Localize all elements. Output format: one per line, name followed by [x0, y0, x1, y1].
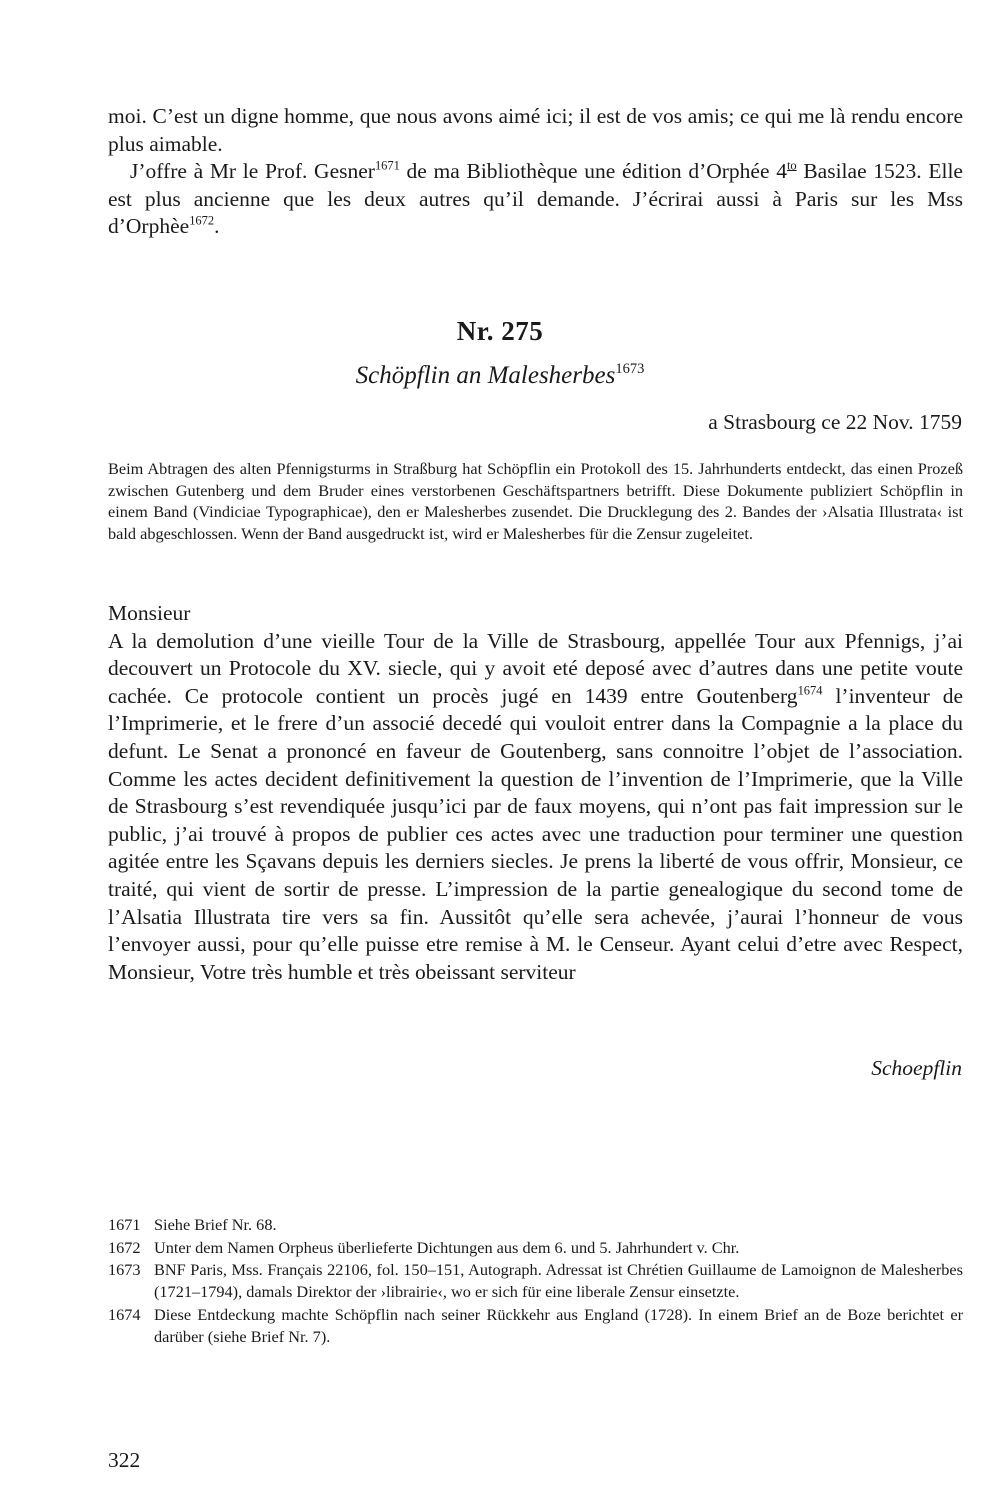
salutation: Monsieur	[108, 601, 191, 625]
footnote-number: 1673	[108, 1260, 141, 1280]
page-number: 322	[108, 1448, 141, 1472]
editorial-summary: Beim Abtragen des alten Pfennigsturms in Straßburg hat Schöpflin ein Protokoll des 15. Jahrhunderts entdeckt, das einen Prozeß zwischen Gutenberg und dem Bruder eines verstorbenen Geschäftspartners betrifft. Diese Dokumente publiziert Schöpflin in einem Band (Vindiciae Typographicae), den er Malesherbes zusendet. Die Drucklegung des 2. Bandes der ›Alsatia Illustrata‹ ist bald abgeschlossen. Wenn der Band ausgedruckt ist, wird er Malesherbes für die Zensur zugeleitet.	[108, 459, 963, 544]
text-run: l’inventeur de l’Imprimerie, et le frere d’un associé decedé qui vouloit entrer dans la Compagnie a la place du defunt. Le Senat a prononcé en faveur de Goutenberg, sans connoitre l’objet de l’association. Comme les actes decident definitivement la question de l’invention de l’Imprimerie, que la Ville de Strasbourg s’est revendiquée jusqu’ici par de faux moyens, qui n’ont pas fait impression sur le public, j’ai trouvé à propos de publier ces actes avec une traduction pour terminer une question agitée entre les Sçavans depuis les derniers siecles. Je prens la liberté de vous offrir, Monsieur, ce traité, qui vient de sortir de presse. L’impression de la partie genealogique du second tome de l’Alsatia Illustrata tire vers sa fin. Aussitôt qu’elle sera achevée, j’aurai l’honneur de vous l’envoyer aussi, pour qu’elle puisse etre remise à M. le Censeur. Ayant celui d’etre avec Respect, Monsieur, Votre très humble et très obeissant serviteur	[108, 683, 963, 984]
footnote-text: Unter dem Namen Orpheus überlieferte Dichtungen aus dem 6. und 5. Jahrhundert v. Chr.	[154, 1237, 740, 1257]
letter-title-text: Schöpflin an Malesherbes	[355, 362, 616, 389]
footnote	[108, 1237, 963, 1259]
letter-body	[108, 600, 963, 986]
footnote-text: Siehe Brief Nr. 68.	[154, 1215, 277, 1234]
dateline: a Strasbourg ce 22 Nov. 1759	[708, 410, 962, 434]
text-run: J’offre à Mr le Prof. Gesner	[130, 159, 375, 184]
text-run: de ma Bibliothèque une édition d’Orphée 4	[399, 159, 787, 184]
footnote	[108, 1304, 963, 1347]
continuation-paragraph: moi. C’est un digne homme, que nous avons aimé ici; il est de vos amis; ce qui me là rendu encore plus aimable.	[108, 104, 963, 156]
footnote-ref-1673: 1673	[615, 360, 645, 377]
gesner-paragraph	[108, 158, 963, 241]
format-abbrev: to	[786, 158, 797, 173]
footnote-number: 1674	[108, 1304, 141, 1324]
text-run: .	[214, 214, 220, 239]
footnote-text: Diese Entdeckung machte Schöpflin nach seiner Rückkehr aus England (1728). In einem Brief an de Boze berichtet er darüber (siehe Brief Nr. 7).	[154, 1304, 963, 1346]
footnote-ref-1674: 1674	[797, 683, 823, 698]
signature: Schoepflin	[871, 1056, 962, 1080]
footnote-ref-1671: 1671	[374, 158, 400, 173]
footnote-number: 1671	[108, 1215, 141, 1234]
footnotes	[108, 1214, 963, 1348]
letter-title	[0, 362, 1000, 390]
text-run: A la demolution d’une vieille Tour de la Ville de Strasbourg, appellée Tour aux Pfennigs, j’ai decouvert un Protocole du XV. siecle, qui y avoit eté deposé avec d’autres dans une petite voute cachée. Ce protocole contient un procès jugé en 1439 entre Goutenberg	[108, 628, 963, 708]
footnote-ref-1672: 1672	[189, 213, 215, 228]
footnote	[108, 1259, 963, 1302]
footnote-number: 1672	[108, 1237, 141, 1257]
continuation-text	[108, 103, 963, 241]
text-run: Basilae 1523. Elle est plus ancienne que les deux autres qu’il demande. J’écrirai aussi à Paris sur les Mss d’Orphèe	[108, 159, 963, 239]
footnote	[108, 1214, 963, 1236]
footnote-text: BNF Paris, Mss. Français 22106, fol. 150–151, Autograph. Adressat ist Chrétien Guillaume de Lamoignon de Malesherbes (1721–1794), damals Direktor der ›librairie‹, wo er sich für eine liberale Zensur einsetzte.	[154, 1260, 963, 1302]
letter-paragraph	[108, 628, 963, 987]
letter-number: Nr. 275	[456, 316, 544, 346]
